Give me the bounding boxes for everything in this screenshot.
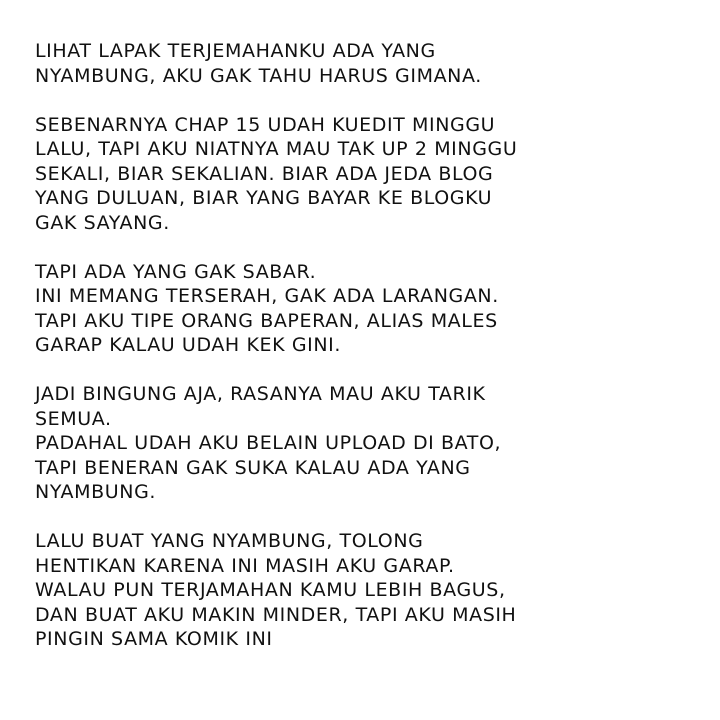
text-line: INI MEMANG TERSERAH, GAK ADA LARANGAN.: [35, 285, 499, 307]
text-line: HENTIKAN KARENA INI MASIH AKU GARAP.: [35, 554, 455, 577]
paragraph-5: [35, 529, 695, 652]
text-line: DAN BUAT AKU MAKIN MINDER, TAPI AKU MASIH: [35, 603, 517, 626]
text-line: PINGIN SAMA KOMIK INI: [35, 628, 273, 650]
text-line: GAK SAYANG.: [35, 211, 170, 234]
text-line: SEKALI, BIAR SEKALIAN. BIAR ADA JEDA BLOG: [35, 162, 494, 185]
text-line: NYAMBUNG.: [35, 481, 157, 503]
text-line: YANG DULUAN, BIAR YANG BAYAR KE BLOGKU: [35, 187, 493, 209]
text-line: LALU BUAT YANG NYAMBUNG, TOLONG: [35, 530, 424, 552]
paragraph-2: [35, 113, 695, 236]
text-line: LALU, TAPI AKU NIATNYA MAU TAK UP 2 MINGGU: [35, 138, 518, 160]
text-line: LIHAT LAPAK TERJEMAHANKU ADA YANG: [35, 40, 436, 62]
text-line: NYAMBUNG, AKU GAK TAHU HARUS GIMANA.: [35, 64, 482, 87]
paragraph-3: [35, 260, 695, 358]
text-line: WALAU PUN TERJAMAHAN KAMU LEBIH BAGUS,: [35, 579, 506, 601]
text-line: JADI BINGUNG AJA, RASANYA MAU AKU TARIK: [35, 383, 486, 405]
text-line: PADAHAL UDAH AKU BELAIN UPLOAD DI BATO,: [35, 432, 502, 454]
paragraph-1: [35, 39, 695, 88]
text-line: GARAP KALAU UDAH KEK GINI.: [35, 334, 342, 356]
text-line: TAPI AKU TIPE ORANG BAPERAN, ALIAS MALES: [35, 309, 498, 332]
message-text: [35, 39, 695, 676]
text-line: SEMUA.: [35, 407, 112, 430]
text-line: TAPI BENERAN GAK SUKA KALAU ADA YANG: [35, 456, 471, 479]
text-line: TAPI ADA YANG GAK SABAR.: [35, 260, 317, 283]
text-line: SEBENARNYA CHAP 15 UDAH KUEDIT MINGGU: [35, 113, 496, 136]
paragraph-4: [35, 382, 695, 505]
